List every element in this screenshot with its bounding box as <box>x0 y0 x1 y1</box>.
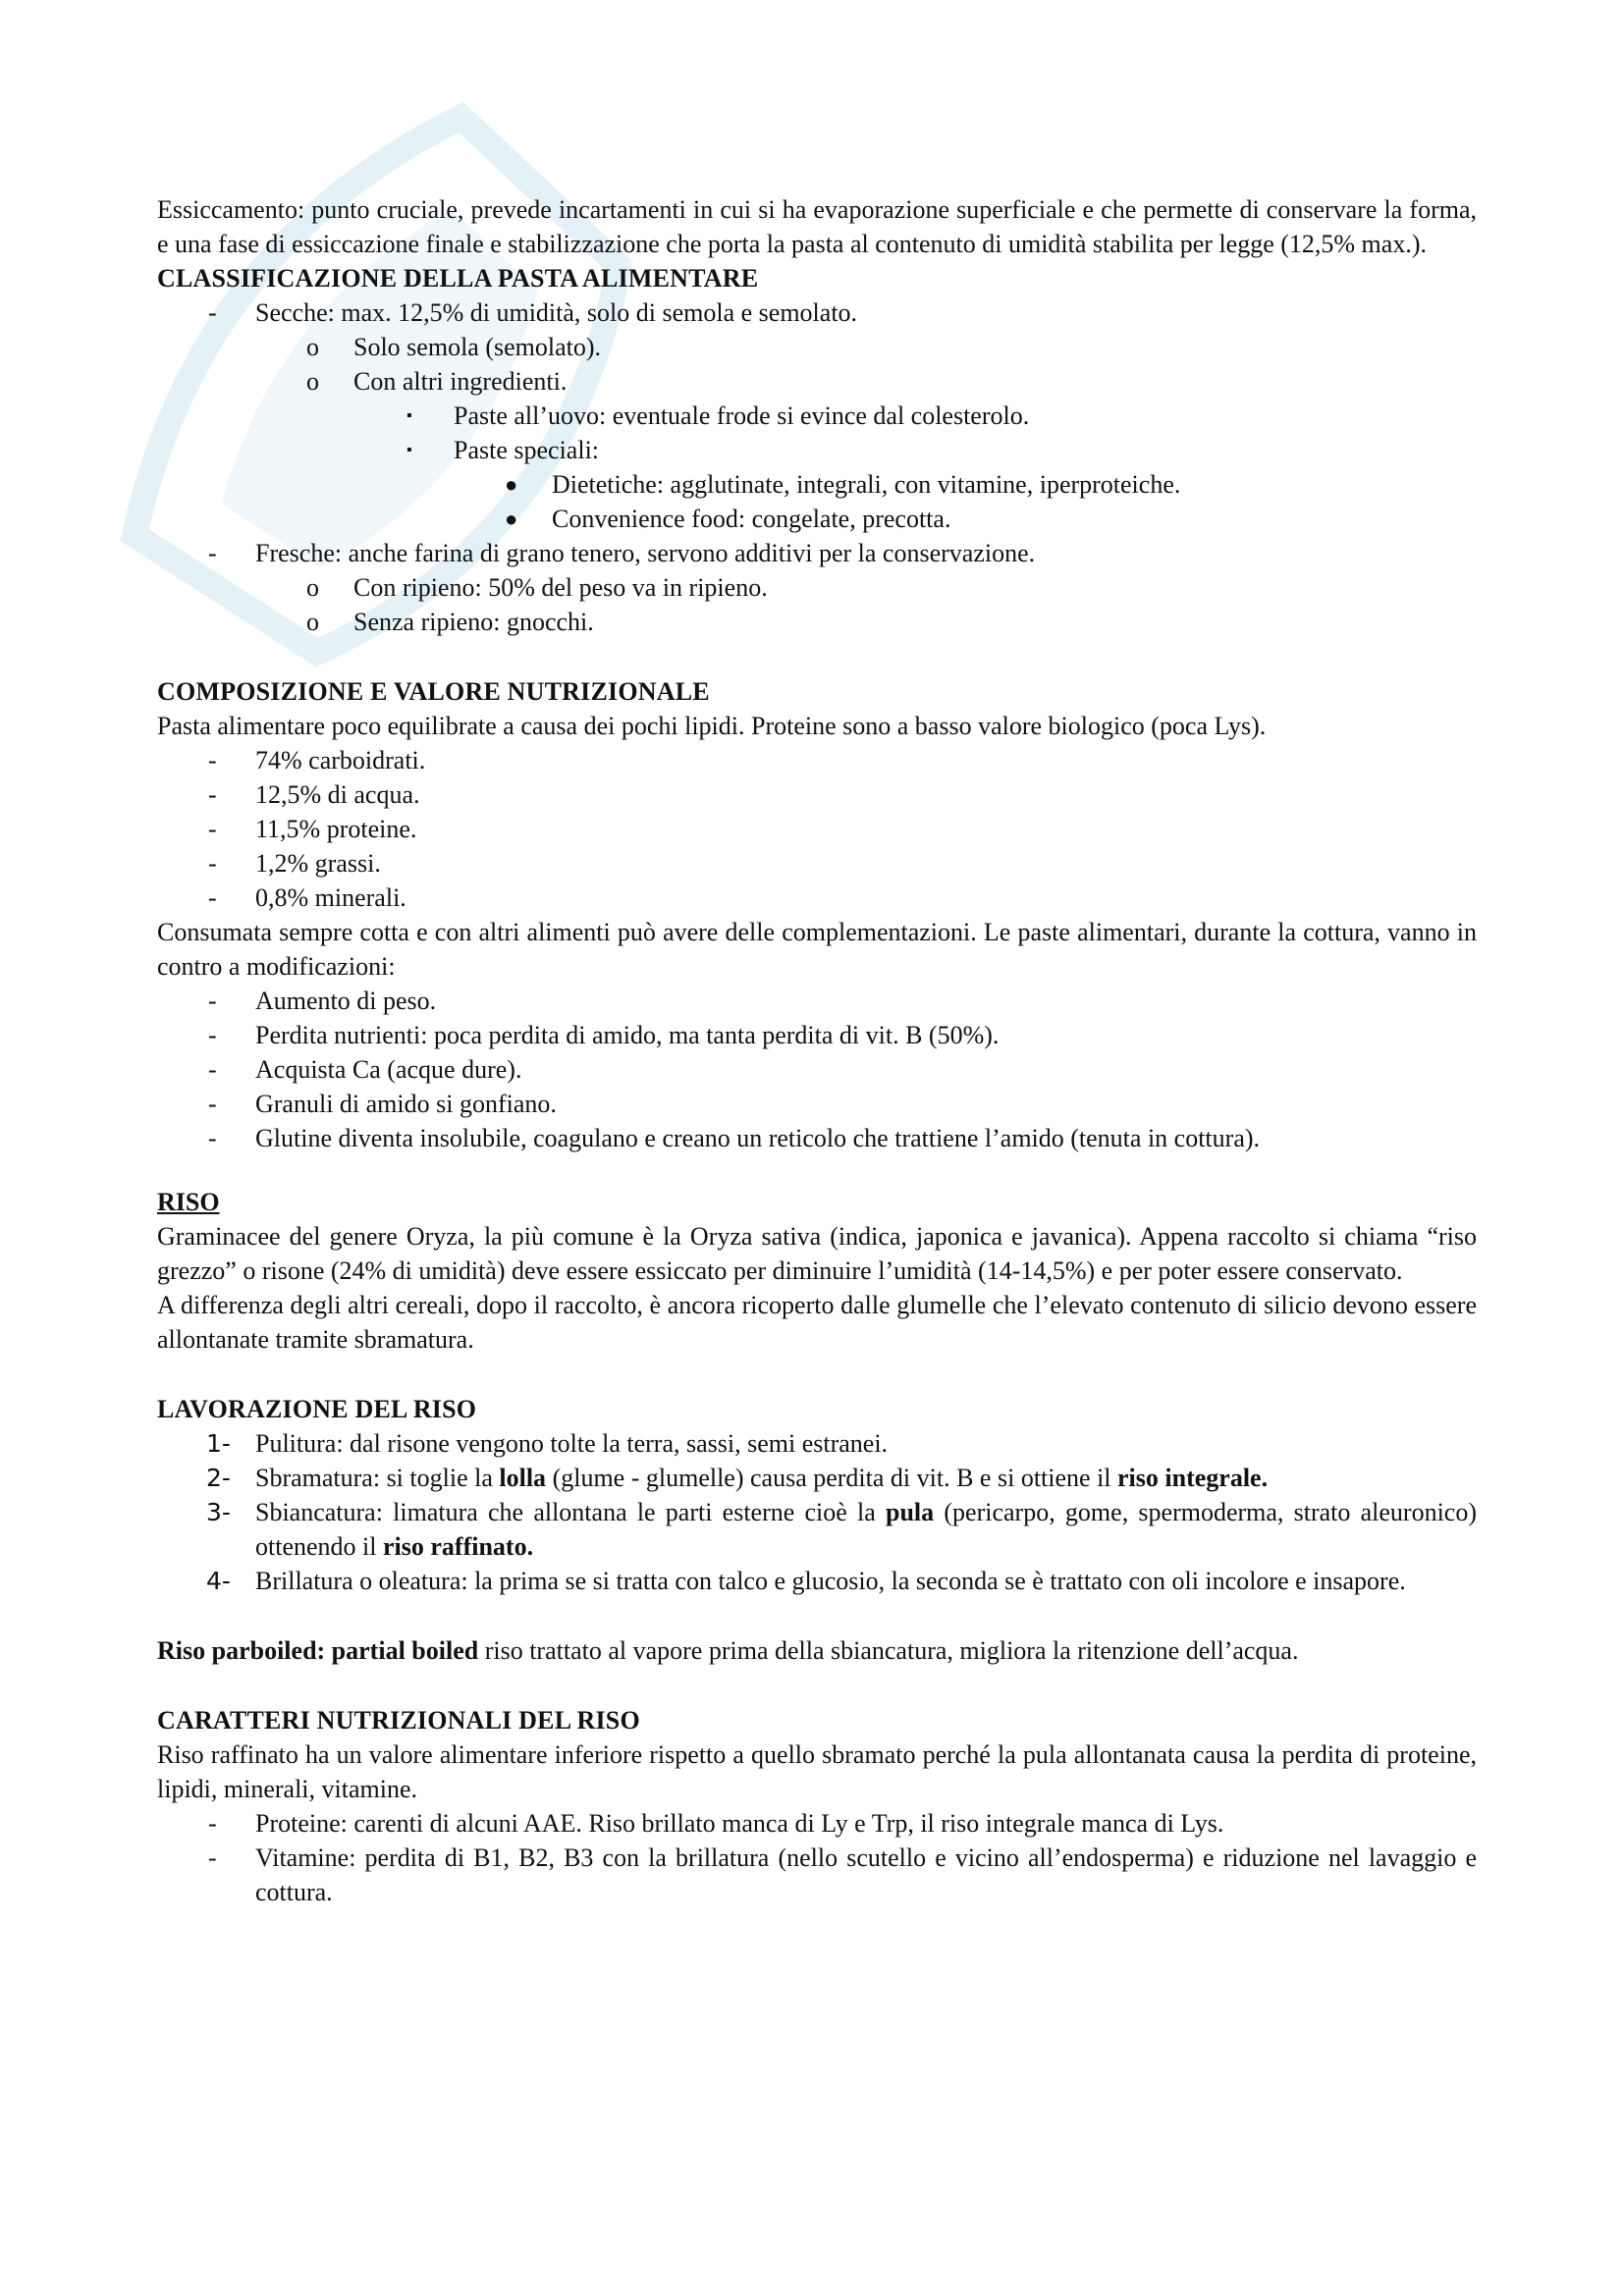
numbered-item: 1- Pulitura: dal risone vengono tolte la terra, sassi, semi estranei. <box>157 1426 1477 1461</box>
dash-marker: - <box>208 987 217 1015</box>
dash-marker: - <box>208 883 217 912</box>
list-item: - 1,2% grassi. <box>157 846 1477 881</box>
list-item: - Proteine: carenti di alcuni AAE. Riso brillato manca di Ly e Trp, il riso integrale manca di Lys. <box>157 1806 1477 1841</box>
dash-marker: - <box>208 1124 217 1152</box>
step-number: 3- <box>206 1498 231 1526</box>
dash-marker: - <box>208 1055 217 1084</box>
list-item: ▪ Paste all’uovo: eventuale frode si evince dal colesterolo. <box>157 399 1477 433</box>
dash-marker: - <box>208 1090 217 1118</box>
list-item: - Perdita nutrienti: poca perdita di amido, ma tanta perdita di vit. B (50%). <box>157 1018 1477 1052</box>
dash-marker: - <box>208 1843 217 1872</box>
list-item: - Glutine diventa insolubile, coagulano e creano un reticolo che trattiene l’amido (tenuta in cottura). <box>157 1121 1477 1155</box>
lavorazione-heading: LAVORAZIONE DEL RISO <box>157 1395 477 1423</box>
dash-marker: - <box>208 780 217 809</box>
list-item: o Con altri ingredienti. <box>157 364 1477 399</box>
dash-marker: - <box>208 298 217 327</box>
list-item: o Solo semola (semolato). <box>157 330 1477 364</box>
step-number: 1- <box>206 1429 231 1458</box>
list-item: - Secche: max. 12,5% di umidità, solo di semola e semolato. <box>157 295 1477 330</box>
list-item: - 12,5% di acqua. <box>157 777 1477 812</box>
composizione-heading: COMPOSIZIONE E VALORE NUTRIZIONALE <box>157 677 710 706</box>
classificazione-heading: CLASSIFICAZIONE DELLA PASTA ALIMENTARE <box>157 264 759 293</box>
square-marker: ▪ <box>406 442 412 458</box>
list-item: ● Convenience food: congelate, precotta. <box>157 502 1477 536</box>
consumata-paragraph: Consumata sempre cotta e con altri alimenti può avere delle complementazioni. Le paste alimentari, durante la cottura, vanno in contro a modificazioni: <box>157 918 1477 981</box>
numbered-item: 2- Sbramatura: si toglie la lolla (glume - glumelle) causa perdita di vit. B e si ottiene il riso integrale. <box>157 1461 1477 1495</box>
numbered-item: 4- Brillatura o oleatura: la prima se si tratta con talco e glucosio, la seconda se è trattato con oli incolore e insapore. <box>157 1564 1477 1598</box>
step-number: 4- <box>206 1567 231 1595</box>
list-item: - Fresche: anche farina di grano tenero, servono additivi per la conservazione. <box>157 536 1477 570</box>
spacer <box>157 1155 1477 1185</box>
list-item: ▪ Paste speciali: <box>157 433 1477 467</box>
list-item: ● Dietetiche: agglutinate, integrali, con vitamine, iperproteiche. <box>157 467 1477 502</box>
caratteri-heading: CARATTERI NUTRIZIONALI DEL RISO <box>157 1706 640 1735</box>
spacer <box>157 1357 1477 1392</box>
bullet-marker: ● <box>505 507 518 531</box>
intro-paragraph: Essiccamento: punto cruciale, prevede incartamenti in cui si ha evaporazione superficiale e che permette di conservare la forma, e una fase di essiccazione finale e stabilizzazione che porta la pasta al contenuto di umidità stabilita per legge (12,5% max.). <box>157 195 1477 258</box>
bullet-marker: ● <box>505 472 518 497</box>
circle-marker: o <box>306 608 319 636</box>
dash-marker: - <box>208 1809 217 1838</box>
list-item: o Con ripieno: 50% del peso va in ripieno. <box>157 570 1477 605</box>
dash-marker: - <box>208 849 217 878</box>
composizione-intro: Pasta alimentare poco equilibrate a causa dei pochi lipidi. Proteine sono a basso valore biologico (poca Lys). <box>157 712 1267 740</box>
parboiled-paragraph: Riso parboiled: partial boiled riso trattato al vapore prima della sbiancatura, migliora la ritenzione dell’acqua. <box>157 1636 1299 1665</box>
spacer <box>157 1598 1477 1633</box>
list-item: - Aumento di peso. <box>157 984 1477 1018</box>
circle-marker: o <box>306 367 319 396</box>
square-marker: ▪ <box>406 407 412 424</box>
list-item: - 0,8% minerali. <box>157 881 1477 915</box>
numbered-item: 3- Sbiancatura: limatura che allontana le parti esterne cioè la pula (pericarpo, gome, spermoderma, strato aleuronico) ottenendo il riso raffinato. <box>157 1495 1477 1564</box>
dash-marker: - <box>208 1021 217 1049</box>
circle-marker: o <box>306 333 319 361</box>
spacer <box>157 639 1477 674</box>
riso-paragraph: A differenza degli altri cereali, dopo il raccolto, è ancora ricoperto dalle glumelle che l’elevato contenuto di silicio devono essere allontanate tramite sbramatura. <box>157 1291 1477 1354</box>
dash-marker: - <box>208 539 217 567</box>
riso-heading: RISO <box>157 1188 220 1216</box>
spacer <box>157 1668 1477 1703</box>
circle-marker: o <box>306 573 319 602</box>
step-number: 2- <box>206 1464 231 1492</box>
list-item: o Senza ripieno: gnocchi. <box>157 605 1477 639</box>
dash-marker: - <box>208 815 217 843</box>
dash-marker: - <box>208 746 217 774</box>
list-item: - 74% carboidrati. <box>157 743 1477 777</box>
list-item: - Acquista Ca (acque dure). <box>157 1052 1477 1087</box>
list-item: - 11,5% proteine. <box>157 812 1477 846</box>
list-item: - Vitamine: perdita di B1, B2, B3 con la brillatura (nello scutello e vicino all’endosperma) e riduzione nel lavaggio e cottura. <box>157 1841 1477 1909</box>
caratteri-intro: Riso raffinato ha un valore alimentare inferiore rispetto a quello sbramato perché la pula allontanata causa la perdita di proteine, lipidi, minerali, vitamine. <box>157 1740 1477 1803</box>
document-page <box>157 192 1477 1909</box>
list-item: - Granuli di amido si gonfiano. <box>157 1087 1477 1121</box>
riso-paragraph: Graminacee del genere Oryza, la più comune è la Oryza sativa (indica, japonica e javanica). Appena raccolto si chiama “riso grezzo” o risone (24% di umidità) deve essere essiccato per diminuire l’umidità (14-14,5%) e per poter essere conservato. <box>157 1222 1477 1285</box>
